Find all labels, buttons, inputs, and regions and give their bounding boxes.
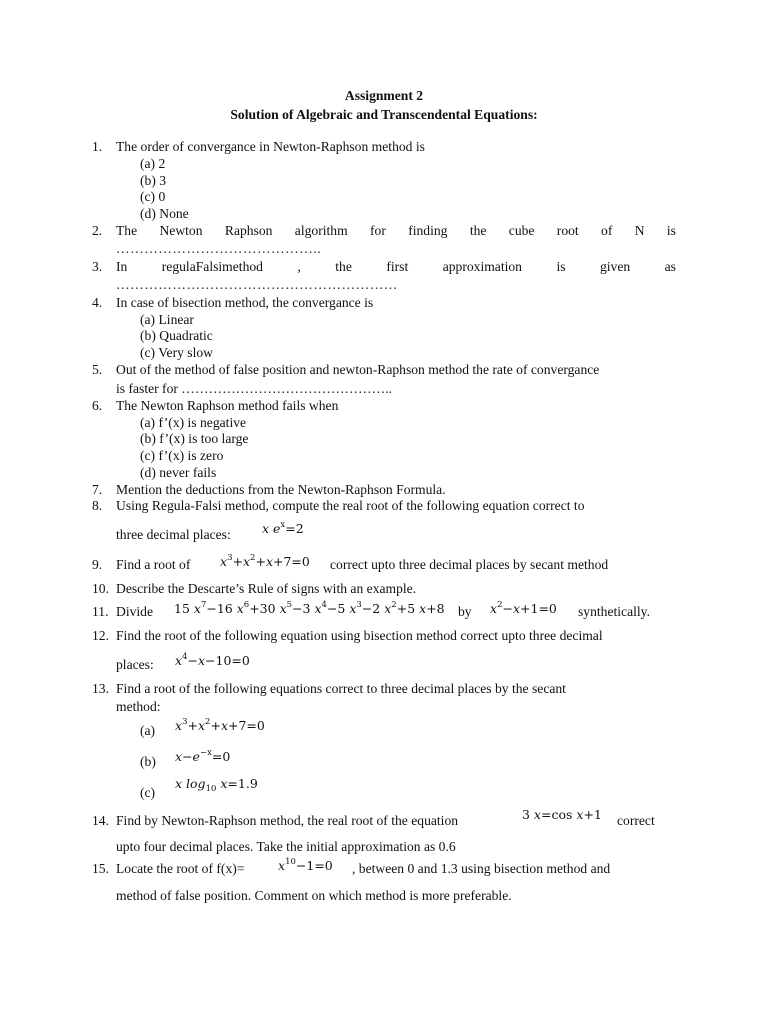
option: (d) never fails bbox=[140, 465, 217, 480]
question-text: Find the root of the following equation using bisection method correct upto three decimal bbox=[116, 628, 603, 643]
question-text: Find by Newton-Raphson method, the real root of the equation bbox=[116, 813, 459, 828]
answer-blank: …………………………………………………… bbox=[116, 277, 398, 292]
question-text: Locate the root of f(x)= bbox=[116, 861, 245, 876]
equation: $x^3+x^2+x+7=0$ bbox=[175, 717, 265, 733]
question-text: Divide bbox=[116, 604, 153, 619]
question-text: , between 0 and 1.3 using bisection method and bbox=[352, 861, 611, 876]
question-text: method of false position. Comment on which method is more preferable. bbox=[116, 888, 512, 903]
question-text: In regulaFalsimethod , the first approximation is given as bbox=[116, 259, 676, 274]
equation: x $e^x=2$ bbox=[262, 520, 304, 536]
question-text: Out of the method of false position and newton-Raphson method the rate of convergance bbox=[116, 362, 600, 377]
equation: $x^4-x-10=0$ bbox=[175, 652, 250, 668]
question-text: three decimal places: bbox=[116, 527, 231, 542]
question-text: upto four decimal places. Take the initial approximation as 0.6 bbox=[116, 839, 456, 854]
question-number: 7. bbox=[92, 482, 103, 497]
question-number: 14. bbox=[92, 813, 109, 828]
question-number: 5. bbox=[92, 362, 103, 377]
equation: $x^2-x+1=0$ bbox=[490, 600, 557, 616]
question-text: Find a root of bbox=[116, 557, 191, 572]
document-title: Assignment 2 bbox=[344, 88, 424, 103]
question-text: synthetically. bbox=[578, 604, 650, 619]
question-text: method: bbox=[116, 699, 161, 714]
equation: x $\log_{10} x=1.9$ bbox=[175, 776, 258, 794]
question-number: 15. bbox=[92, 861, 109, 876]
option: (a) bbox=[140, 723, 156, 738]
question-number: 10. bbox=[92, 581, 109, 596]
question-number: 3. bbox=[92, 259, 103, 274]
question-text: by bbox=[458, 604, 472, 619]
question-number: 8. bbox=[92, 498, 103, 513]
question-text: Mention the deductions from the Newton-Raphson Formula. bbox=[116, 482, 446, 497]
question-text: Find a root of the following equations correct to three decimal places by the secant bbox=[116, 681, 566, 696]
equation: $x-e^{-x}=0$ bbox=[175, 748, 231, 764]
option: (c) 0 bbox=[140, 189, 166, 204]
option: (d) None bbox=[140, 206, 189, 221]
question-text: Describe the Descarte’s Rule of signs with an example. bbox=[116, 581, 417, 596]
question-text: Using Regula-Falsi method, compute the real root of the following equation correct to bbox=[116, 498, 585, 513]
option: (b) bbox=[140, 754, 156, 769]
option: (b) 3 bbox=[140, 173, 167, 188]
option: (a) f’(x) is negative bbox=[140, 415, 247, 430]
equation: $x^{10}-1=0$ bbox=[278, 857, 333, 873]
question-text: The Newton Raphson algorithm for finding the cube root of N is bbox=[116, 223, 676, 238]
question-text: The Newton Raphson method fails when bbox=[116, 398, 339, 413]
question-number: 9. bbox=[92, 557, 103, 572]
option: (b) Quadratic bbox=[140, 328, 213, 343]
document-subtitle: Solution of Algebraic and Transcendental Equations: bbox=[230, 107, 538, 122]
question-number: 2. bbox=[92, 223, 103, 238]
equation: 15 $x^7-16$ $x^6+30$ $x^5-3$ $x^4-5$ $x^3-2$ $x^2+5$ x+8 bbox=[174, 600, 445, 616]
option: (a) Linear bbox=[140, 312, 194, 327]
question-text: is faster for ……………………………………….. bbox=[116, 381, 393, 396]
question-text: In case of bisection method, the convergance is bbox=[116, 295, 374, 310]
option: (c) bbox=[140, 785, 156, 800]
question-number: 6. bbox=[92, 398, 103, 413]
question-text: correct bbox=[617, 813, 655, 828]
option: (b) f’(x) is too large bbox=[140, 431, 249, 446]
question-number: 12. bbox=[92, 628, 109, 643]
question-number: 1. bbox=[92, 139, 103, 154]
question-text: places: bbox=[116, 657, 154, 672]
option: (c) Very slow bbox=[140, 345, 213, 360]
option: (c) f’(x) is zero bbox=[140, 448, 224, 463]
answer-blank: …………………………………….. bbox=[116, 241, 322, 256]
option: (a) 2 bbox=[140, 156, 166, 171]
equation: $x^3+x^2+x+7=0$ bbox=[220, 553, 310, 569]
question-number: 13. bbox=[92, 681, 109, 696]
question-number: 4. bbox=[92, 295, 103, 310]
question-number: 11. bbox=[92, 604, 109, 619]
question-text: The order of convergance in Newton-Raphson method is bbox=[116, 139, 425, 154]
equation: 3 x=cos x+1 bbox=[522, 807, 602, 822]
question-text: correct upto three decimal places by secant method bbox=[330, 557, 609, 572]
